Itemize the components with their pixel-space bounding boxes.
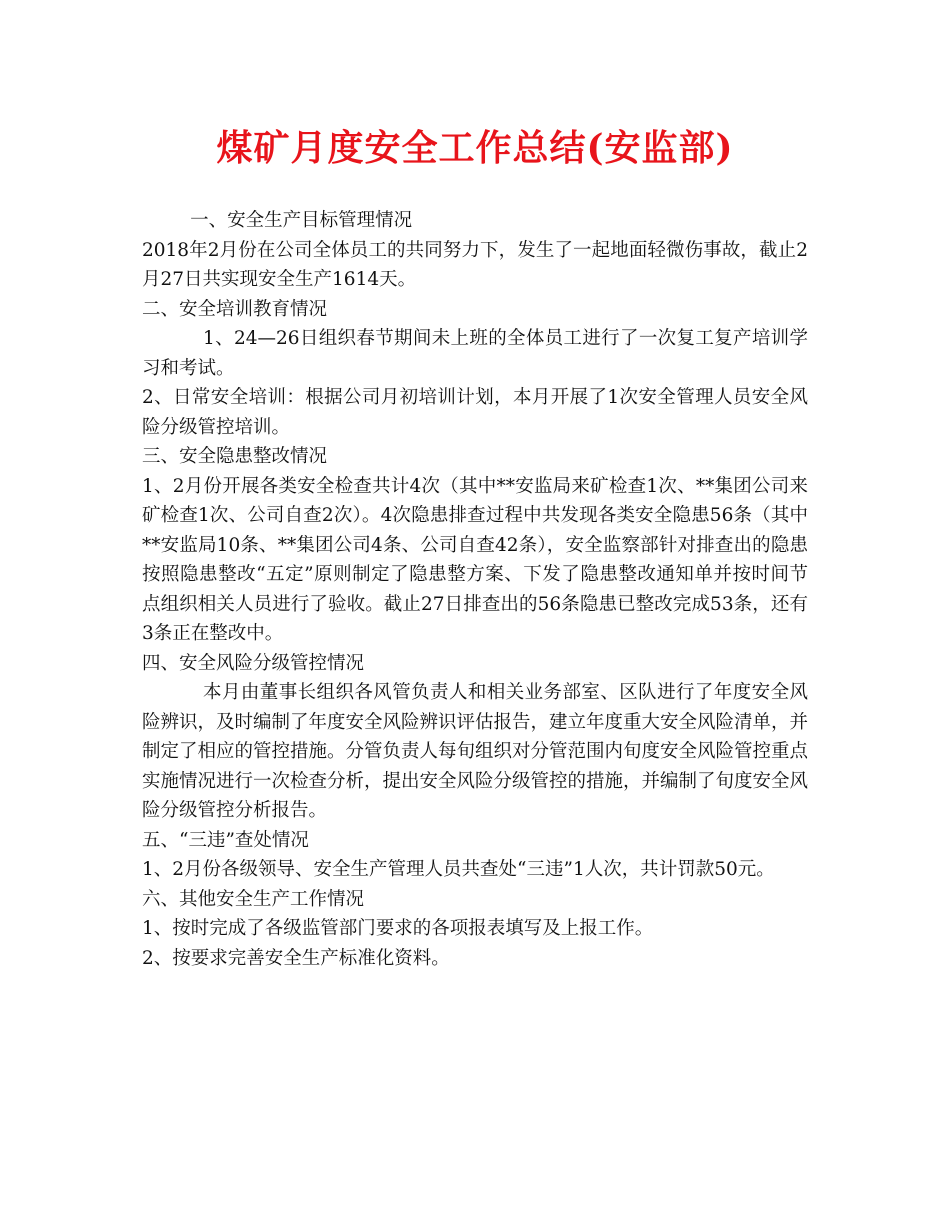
- paragraph: 1、2月份开展各类安全检查共计4次（其中**安监局来矿检查1次、**集团公司来矿检查1次、公司自查2次）。4次隐患排查过程中共发现各类安全隐患56条（其中**安监局10条、**集团公司4条、公司自查42条），安全监察部针对排查出的隐患按照隐患整改“五定”原则制定了隐患整方案、下发了隐患整改通知单并按时间节点组织相关人员进行了验收。截止27日排查出的56条隐患已整改完成53条，还有3条正在整改中。: [142, 475, 808, 644]
- paragraph: 2018年2月份在公司全体员工的共同努力下，发生了一起地面轻微伤事故，截止2月27日共实现安全生产1614天。: [142, 239, 808, 290]
- section-heading-6: 六、其他安全生产工作情况: [142, 888, 365, 910]
- section-heading-4: 四、安全风险分级管控情况: [142, 652, 365, 674]
- paragraph: 1、按时完成了各级监管部门要求的各项报表填写及上报工作。: [142, 918, 654, 939]
- section-heading-2: 二、安全培训教育情况: [142, 298, 328, 320]
- paragraph: 2、按要求完善安全生产标准化资料。: [142, 947, 450, 969]
- section-heading-3: 三、安全隐患整改情况: [142, 446, 328, 467]
- paragraph: 本月由董事长组织各风管负责人和相关业务部室、区队进行了年度安全风险辨识，及时编制了年度安全风险辨识评估报告，建立年度重大安全风险清单，并制定了相应的管控措施。分管负责人每旬组织对分管范围内旬度安全风险管控重点实施情况进行一次检查分析，提出安全风险分级管控的措施，并编制了旬度安全风险分级管控分析报告。: [142, 682, 809, 821]
- section-heading-1: 一、安全生产目标管理情况: [190, 210, 413, 231]
- paragraph: 1、2月份各级领导、安全生产管理人员共查处“三违”1人次，共计罚款50元。: [142, 859, 775, 880]
- document-body: [142, 206, 808, 973]
- paragraph: 1、24—26日组织春节期间未上班的全体员工进行了一次复工复产培训学习和考试。: [142, 328, 808, 379]
- paragraph: 2、日常安全培训：根据公司月初培训计划，本月开展了1次安全管理人员安全风险分级管控培训。: [142, 387, 808, 438]
- document-title: 煤矿月度安全工作总结(安监部): [216, 127, 734, 169]
- section-heading-5: 五、“三违”查处情况: [142, 829, 309, 851]
